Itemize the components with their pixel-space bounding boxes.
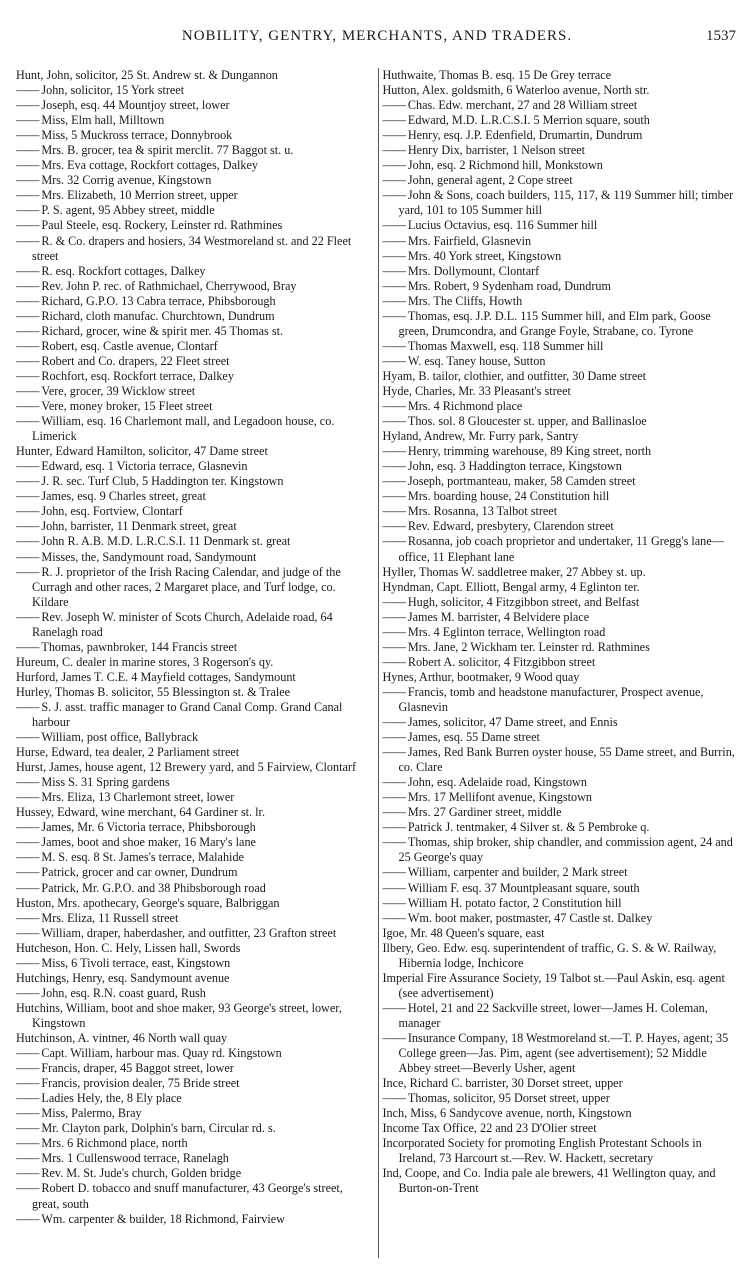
directory-entry: —— Miss S. 31 Spring gardens [16,775,372,790]
directory-entry: Hyller, Thomas W. saddletree maker, 27 Abbey st. up. [382,564,646,579]
directory-entry: —— Mrs. Dollymount, Clontarf [383,264,739,279]
directory-entry: —— Francis, tomb and headstone manufacturer, Prospect avenue, Glasnevin [383,685,739,715]
directory-entry: —— John & Sons, coach builders, 115, 117, & 119 Summer hill; timber yard, 101 to 105 Summer hill [383,188,739,218]
directory-entry: —— Thomas, solicitor, 95 Dorset street, upper [383,1091,739,1106]
directory-entry: Igoe, Mr. 48 Queen's square, east [382,925,545,940]
directory-entry: —— Mrs. 1 Cullenswood terrace, Ranelagh [16,1151,372,1166]
directory-entry: —— Ladies Hely, the, 8 Ely place [16,1091,372,1106]
directory-entry: —— R. & Co. drapers and hosiers, 34 Westmoreland st. and 22 Fleet street [16,234,372,264]
directory-entry: —— John, esq. 3 Haddington terrace, Kingstown [383,459,739,474]
directory-entry: —— Misses, the, Sandymount road, Sandymount [16,550,372,565]
directory-entry: —— Capt. William, harbour mas. Quay rd. Kingstown [16,1046,372,1061]
directory-entry: Hutchinson, A. vintner, 46 North wall quay [16,1031,228,1045]
directory-entry: —— Thomas, ship broker, ship chandler, and commission agent, 24 and 25 George's quay [383,835,739,865]
directory-entry: —— Mrs. boarding house, 24 Constitution hill [383,489,739,504]
directory-entry: —— Robert D. tobacco and snuff manufacturer, 43 George's street, great, south [16,1181,372,1211]
directory-entry: Hunter, Edward Hamilton, solicitor, 47 Dame street [16,444,268,459]
directory-entry: Ince, Richard C. barrister, 30 Dorset street, upper [382,1076,623,1091]
directory-entry: —— Henry, esq. J.P. Edenfield, Drumartin, Dundrum [383,128,739,143]
directory-entry: —— Richard, grocer, wine & spirit mer. 45 Thomas st. [16,324,372,339]
directory-entry: —— Patrick, grocer and car owner, Dundrum [16,865,372,880]
directory-entry: —— Richard, G.P.O. 13 Cabra terrace, Phibsborough [16,294,372,309]
directory-entry: —— Miss, Palermo, Bray [16,1106,372,1121]
directory-entry: Hurley, Thomas B. solicitor, 55 Blessington st. & Tralee [16,684,291,699]
directory-entry: Hyam, B. tailor, clothier, and outfitter, 30 Dame street [382,368,647,383]
directory-entry: —— W. esq. Taney house, Sutton [383,354,739,369]
directory-entry: —— Rev. John P. rec. of Rathmichael, Cherrywood, Bray [16,279,372,294]
directory-entry: —— Patrick J. tentmaker, 4 Silver st. & 5 Pembroke q. [383,820,739,835]
directory-entry: —— Joseph, esq. 44 Mountjoy street, lower [16,98,372,113]
directory-entry: —— Mrs. Rosanna, 13 Talbot street [383,504,739,519]
directory-entry: —— John, general agent, 2 Cope street [383,173,739,188]
directory-entry: —— Thomas, esq. J.P. D.L. 115 Summer hill, and Elm park, Goose green, Drumcondra, and Grange Foyle, Strabane, co. Tyrone [383,309,739,339]
directory-entry: —— M. S. esq. 8 St. James's terrace, Malahide [16,850,372,865]
directory-entry: —— Thos. sol. 8 Gloucester st. upper, and Ballinasloe [383,414,739,429]
directory-entry: —— Joseph, portmanteau, maker, 58 Camden street [383,474,739,489]
right-column [378,68,739,1258]
directory-entry: —— John, esq. Fortview, Clontarf [16,504,372,519]
directory-entry: —— Paul Steele, esq. Rockery, Leinster rd. Rathmines [16,218,372,233]
directory-entry: —— R. esq. Rockfort cottages, Dalkey [16,264,372,279]
directory-entry: —— Edward, esq. 1 Victoria terrace, Glasnevin [16,459,372,474]
directory-entry: Hureum, C. dealer in marine stores, 3 Rogerson's qy. [16,654,274,669]
header-title: NOBILITY, GENTRY, MERCHANTS, AND TRADERS. [181,28,573,44]
directory-entry: —— Mrs. 32 Corrig avenue, Kingstown [16,173,372,188]
directory-entry: —— Mrs. 27 Gardiner street, middle [383,805,739,820]
directory-entry: —— Edward, M.D. L.R.C.S.I. 5 Merrion square, south [383,113,739,128]
directory-entry: —— William, esq. 16 Charlemont mall, and Legadoon house, co. Limerick [16,414,372,444]
directory-entry: —— Mr. Clayton park, Dolphin's barn, Circular rd. s. [16,1121,372,1136]
directory-entry: —— Wm. boot maker, postmaster, 47 Castle st. Dalkey [383,911,739,926]
directory-entry: —— J. R. sec. Turf Club, 5 Haddington ter. Kingstown [16,474,372,489]
directory-entry: —— John, esq. Adelaide road, Kingstown [383,775,739,790]
directory-entry: —— Mrs. 40 York street, Kingstown [383,249,739,264]
directory-entry: —— Robert, esq. Castle avenue, Clontarf [16,339,372,354]
directory-entry: —— James, Red Bank Burren oyster house, 55 Dame street, and Burrin, co. Clare [383,745,739,775]
directory-entry: —— John, solicitor, 15 York street [16,83,372,98]
directory-entry: —— Wm. carpenter & builder, 18 Richmond, Fairview [16,1212,372,1227]
directory-entry: Huston, Mrs. apothecary, George's square, Balbriggan [16,895,280,910]
directory-entry: —— Francis, draper, 45 Baggot street, lower [16,1061,372,1076]
directory-entry: —— Mrs. 6 Richmond place, north [16,1136,372,1151]
directory-entry: —— Mrs. Jane, 2 Wickham ter. Leinster rd. Rathmines [383,640,739,655]
directory-entry: —— P. S. agent, 95 Abbey street, middle [16,203,372,218]
directory-entry: —— William H. potato factor, 2 Constitution hill [383,896,739,911]
directory-entry: —— Henry, trimming warehouse, 89 King street, north [383,444,739,459]
directory-entry: —— Rosanna, job coach proprietor and undertaker, 11 Gregg's lane—office, 11 Elephant lane [383,534,739,564]
directory-entry: —— James, Mr. 6 Victoria terrace, Phibsborough [16,820,372,835]
directory-entry: —— Mrs. 4 Richmond place [383,399,739,414]
left-column [16,68,378,1258]
directory-entry: —— Rev. Joseph W. minister of Scots Church, Adelaide road, 64 Ranelagh road [16,610,372,640]
directory-entry: Hurford, James T. C.E. 4 Mayfield cottages, Sandymount [16,669,296,684]
directory-entry: Ilbery, Geo. Edw. esq. superintendent of traffic, G. S. & W. Railway, Hibernia lodge, Inchicore [382,940,717,970]
directory-entry: Hutton, Alex. goldsmith, 6 Waterloo avenue, North str. [382,83,650,98]
directory-entry: Hurst, James, house agent, 12 Brewery yard, and 5 Fairview, Clontarf [16,760,357,775]
directory-entry: Imperial Fire Assurance Society, 19 Talbot st.—Paul Askin, esq. agent (see advertisement) [382,970,725,1000]
directory-entry: —— Mrs. Robert, 9 Sydenham road, Dundrum [383,279,739,294]
directory-entry: —— John, esq. R.N. coast guard, Rush [16,986,372,1001]
directory-entry: —— Miss, 5 Muckross terrace, Donnybrook [16,128,372,143]
directory-entry: —— Robert A. solicitor, 4 Fitzgibbon street [383,655,739,670]
directory-entry: —— John, barrister, 11 Denmark street, great [16,519,372,534]
directory-entry: —— Mrs. 17 Mellifont avenue, Kingstown [383,790,739,805]
directory-entry: —— James, esq. 55 Dame street [383,730,739,745]
directory-entry: —— John R. A.B. M.D. L.R.C.S.I. 11 Denmark st. great [16,534,372,549]
directory-entry: —— John, esq. 2 Richmond hill, Monkstown [383,158,739,173]
directory-entry: —— Mrs. B. grocer, tea & spirit merclit. 77 Baggot st. u. [16,143,372,158]
directory-entry: —— Insurance Company, 18 Westmoreland st.—T. P. Hayes, agent; 35 College green—Jas. Pim, agent (see advertisement); 52 Middle Abbey street—Beverly Usher, agent [383,1031,739,1076]
directory-entry: Hurse, Edward, tea dealer, 2 Parliament street [16,745,240,760]
directory-columns [16,68,738,1258]
directory-entry: —— William, draper, haberdasher, and outfitter, 23 Grafton street [16,926,372,941]
directory-entry: Hutchins, William, boot and shoe maker, 93 George's street, lower, Kingstown [16,1000,342,1030]
directory-entry: —— Vere, money broker, 15 Fleet street [16,399,372,414]
directory-entry: —— Thomas, pawnbroker, 144 Francis street [16,640,372,655]
directory-entry: —— R. J. proprietor of the Irish Racing Calendar, and judge of the Curragh and other races, 2 Margaret place, and Turf lodge, co. Kildare [16,565,372,610]
directory-entry: —— Thomas Maxwell, esq. 118 Summer hill [383,339,739,354]
directory-entry: Hussey, Edward, wine merchant, 64 Gardiner st. lr. [16,805,265,820]
directory-entry: —— Rev. M. St. Jude's church, Golden bridge [16,1166,372,1181]
directory-entry: —— Richard, cloth manufac. Churchtown, Dundrum [16,309,372,324]
directory-entry: Inch, Miss, 6 Sandycove avenue, north, Kingstown [382,1106,632,1121]
directory-entry: —— William, carpenter and builder, 2 Mark street [383,865,739,880]
directory-entry: Hyde, Charles, Mr. 33 Pleasant's street [382,383,571,398]
directory-entry: Hutcheson, Hon. C. Hely, Lissen hall, Swords [16,940,241,955]
directory-entry: —— Hotel, 21 and 22 Sackville street, lower—James H. Coleman, manager [383,1001,739,1031]
directory-entry: —— Patrick, Mr. G.P.O. and 38 Phibsborough road [16,881,372,896]
directory-entry: —— Mrs. Eliza, 11 Russell street [16,911,372,926]
directory-entry: Hynes, Arthur, bootmaker, 9 Wood quay [382,669,580,684]
directory-entry: —— William F. esq. 37 Mountpleasant square, south [383,881,739,896]
directory-entry: Hyland, Andrew, Mr. Furry park, Santry [382,429,579,444]
directory-entry: —— Vere, grocer, 39 Wicklow street [16,384,372,399]
page-number: 1537 [706,28,736,44]
directory-entry: —— James, boot and shoe maker, 16 Mary's lane [16,835,372,850]
directory-entry: —— Chas. Edw. merchant, 27 and 28 William street [383,98,739,113]
directory-entry: —— S. J. asst. traffic manager to Grand Canal Comp. Grand Canal harbour [16,700,372,730]
directory-entry: —— Rochfort, esq. Rockfort terrace, Dalkey [16,369,372,384]
directory-entry: —— James M. barrister, 4 Belvidere place [383,610,739,625]
directory-entry: Hyndman, Capt. Elliott, Bengal army, 4 Eglinton ter. [382,579,640,594]
directory-entry: Huthwaite, Thomas B. esq. 15 De Grey terrace [382,68,612,82]
directory-entry: —— Robert and Co. drapers, 22 Fleet street [16,354,372,369]
directory-entry: —— Mrs. Fairfield, Glasnevin [383,234,739,249]
directory-entry: —— Mrs. The Cliffs, Howth [383,294,739,309]
directory-entry: —— William, post office, Ballybrack [16,730,372,745]
directory-entry: —— Hugh, solicitor, 4 Fitzgibbon street, and Belfast [383,595,739,610]
directory-entry: Hutchings, Henry, esq. Sandymount avenue [16,970,230,985]
directory-entry: Income Tax Office, 22 and 23 D'Olier street [382,1121,597,1136]
directory-entry: —— James, solicitor, 47 Dame street, and Ennis [383,715,739,730]
directory-entry: Incorporated Society for promoting English Protestant Schools in Ireland, 73 Harcourt st.—Rev. W. Hackett, secretary [382,1136,702,1166]
directory-entry: Ind, Coope, and Co. India pale ale brewers, 41 Wellington quay, and Burton-on-Trent [382,1166,716,1196]
directory-entry: —— Mrs. Elizabeth, 10 Merrion street, upper [16,188,372,203]
directory-entry: —— Miss, 6 Tivoli terrace, east, Kingstown [16,956,372,971]
directory-entry: —— Mrs. 4 Eglinton terrace, Wellington road [383,625,739,640]
directory-entry: —— Francis, provision dealer, 75 Bride street [16,1076,372,1091]
directory-entry: —— Mrs. Eva cottage, Rockfort cottages, Dalkey [16,158,372,173]
directory-entry: —— Miss, Elm hall, Milltown [16,113,372,128]
page-header [0,28,754,54]
directory-entry: —— Mrs. Eliza, 13 Charlemont street, lower [16,790,372,805]
directory-entry: —— Henry Dix, barrister, 1 Nelson street [383,143,739,158]
directory-entry: —— James, esq. 9 Charles street, great [16,489,372,504]
directory-entry: Hunt, John, solicitor, 25 St. Andrew st. & Dungannon [16,68,278,82]
directory-entry: —— Rev. Edward, presbytery, Clarendon street [383,519,739,534]
directory-entry: —— Lucius Octavius, esq. 116 Summer hill [383,218,739,233]
